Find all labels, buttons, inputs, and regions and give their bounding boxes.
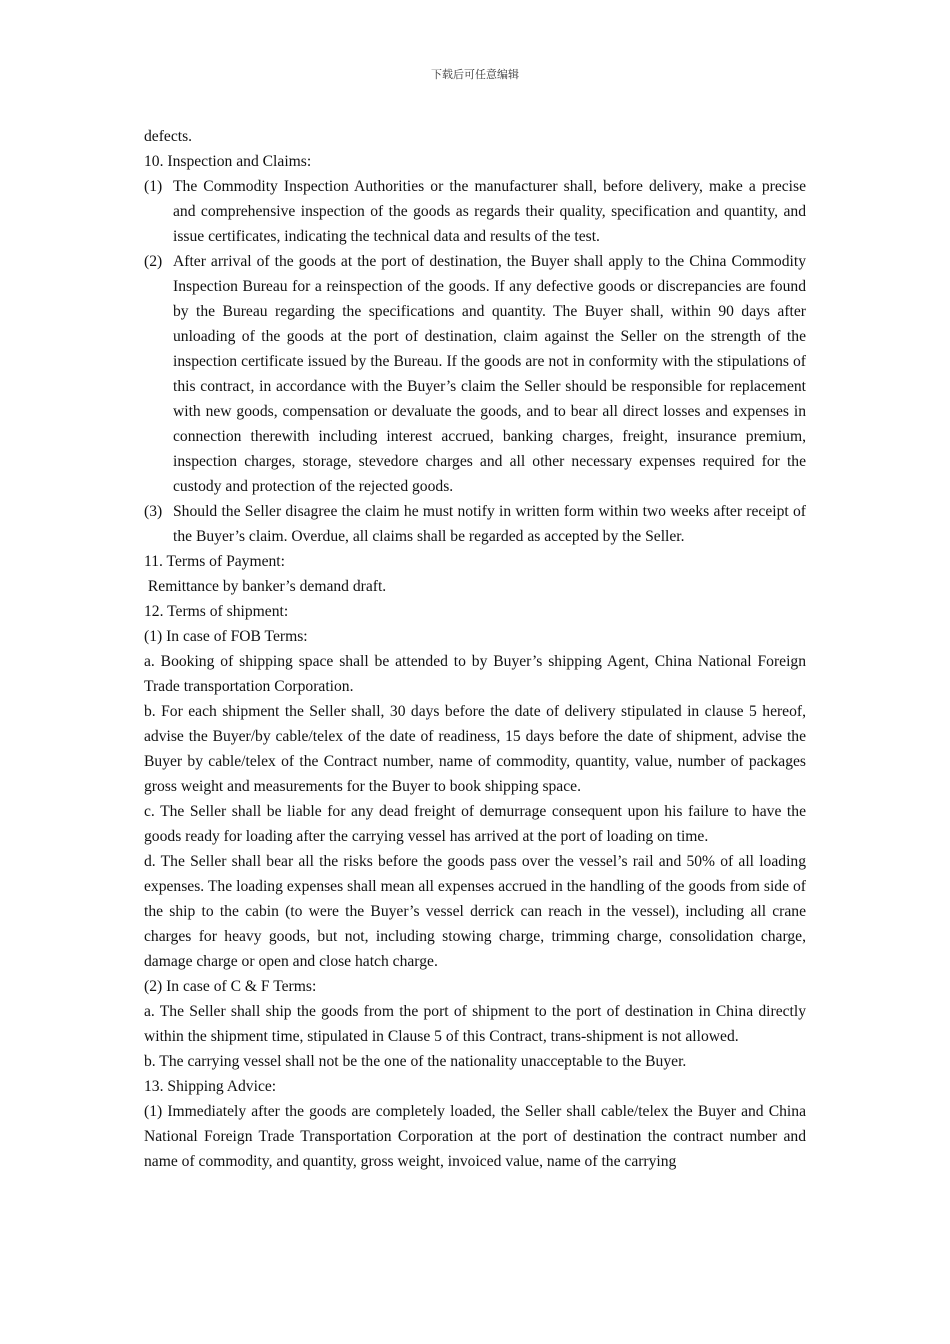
list-item-number: (3) xyxy=(144,503,163,520)
section-13-item-1: (1) Immediately after the goods are completely loaded, the Seller shall cable/telex the Buyer and China National Foreign Trade Transportation Corporation at the port of destination the contract number and name of commodity, and quantity, gross weight, invoiced value, name of the carrying xyxy=(144,1103,806,1170)
list-item-number: (1) xyxy=(144,178,163,195)
section-11-title: 11. Terms of Payment: xyxy=(144,553,285,570)
list-item xyxy=(144,249,806,499)
page-header: 下载后可任意编辑 xyxy=(431,68,519,81)
section-13-title: 13. Shipping Advice: xyxy=(144,1078,277,1095)
section-12-cf-a: a. The Seller shall ship the goods from the port of shipment to the port of destination in China directly within the shipment time, stipulated in Clause 5 of this Contract, trans-shipment is not allowed. xyxy=(144,1003,806,1045)
list-item xyxy=(144,174,806,249)
section-12-fob-a: a. Booking of shipping space shall be attended to by Buyer’s shipping Agent, China National Foreign Trade transportation Corporation. xyxy=(144,653,806,695)
document-body xyxy=(144,124,806,1174)
section-12-cf-b: b. The carrying vessel shall not be the one of the nationality unacceptable to the Buyer. xyxy=(144,1053,687,1070)
section-12-cf-title: (2) In case of C & F Terms: xyxy=(144,978,317,995)
list-item-text: After arrival of the goods at the port of destination, the Buyer shall apply to the China Commodity Inspection Bureau for a reinspection of the goods. If any defective goods or discrepancies are found by the Bureau regarding the specifications and quantity. The Buyer shall, within 90 days after unloading of the goods at the port of destination, claim against the Seller on the strength of the inspection certificate issued by the Bureau. If the goods are not in conformity with the stipulations of this contract, in accordance with the Buyer’s claim the Seller should be responsible for replacement with new goods, compensation or devaluate the goods, and to bear all direct losses and expenses in connection therewith including interest accrued, banking charges, freight, insurance premium, inspection charges, storage, stevedore charges and all other necessary expenses required for the custody and protection of the rejected goods. xyxy=(173,253,806,495)
section-10-title: 10. Inspection and Claims: xyxy=(144,153,312,170)
list-item-text: The Commodity Inspection Authorities or the manufacturer shall, before delivery, make a precise and comprehensive inspection of the goods as regards their quality, specification and quantity, and issue certificates, indicating the technical data and results of the test. xyxy=(173,178,806,245)
section-12-title: 12. Terms of shipment: xyxy=(144,603,289,620)
list-item xyxy=(144,499,806,549)
section-11-text: Remittance by banker’s demand draft. xyxy=(144,578,387,595)
list-item-number: (2) xyxy=(144,253,163,270)
list-item-text: Should the Seller disagree the claim he must notify in written form within two weeks after receipt of the Buyer’s claim. Overdue, all claims shall be regarded as accepted by the Seller. xyxy=(173,503,806,545)
section-12-fob-b: b. For each shipment the Seller shall, 30 days before the date of delivery stipulated in clause 5 hereof, advise the Buyer/by cable/telex of the date of readiness, 15 days before the date of shipment, advise the Buyer by cable/telex of the Contract number, name of commodity, quantity, value, number of packages gross weight and measurements for the Buyer to book shipping space. xyxy=(144,703,806,795)
section-12-fob-d: d. The Seller shall bear all the risks before the goods pass over the vessel’s rail and 50% of all loading expenses. The loading expenses shall mean all expenses accrued in the handling of the goods from side of the ship to the cabin (to were the Buyer’s vessel derrick can reach in the vessel), including all crane charges for heavy goods, but not, including stowing charge, trimming charge, consolidation charge, damage charge or open and close hatch charge. xyxy=(144,853,806,970)
section-12-fob-c: c. The Seller shall be liable for any dead freight of demurrage consequent upon his failure to have the goods ready for loading after the carrying vessel has arrived at the port of loading on time. xyxy=(144,803,806,845)
section-12-fob-title: (1) In case of FOB Terms: xyxy=(144,628,308,645)
paragraph-defects: defects. xyxy=(144,128,193,145)
